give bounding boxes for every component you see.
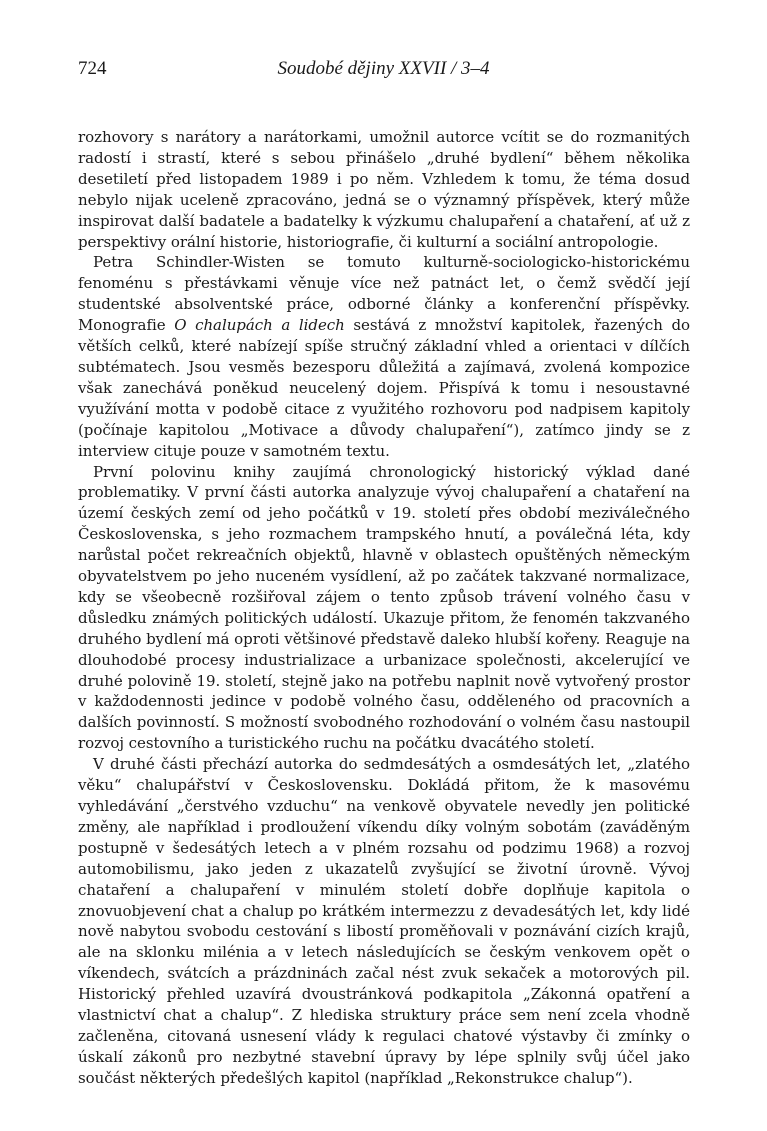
journal-title: Soudobé dějiny XXVII / 3–4 [277, 58, 490, 79]
paragraph-3: První polovinu knihy zaujímá chronologický historický výklad dané problematiky. V první části autorka analyzuje vývoj chalupaření a chataření na území českých zemí od jeho počátků v 19. století přes období meziválečného Československa, s jeho rozmachem trampského hnutí, a poválečná léta, kdy narůstal počet rekreačních objektů, hlavně v oblastech opuštěných německým obyvatelstvem po jeho nuceném vysídlení, až po začátek takzvané normalizace, kdy se všeobecně rozšiřoval zájem o tento způsob trávení volného času v důsledku známých politických událostí. Ukazuje přitom, že fenomén takzvaného druhého bydlení má oproti většinové představě daleko hlubší kořeny. Reaguje na dlouhodobé procesy industrializace a urbanizace společnosti, akcelerující ve druhé polovině 19. století, stejně jako na potřebu naplnit nově vytvořený prostor v každodennosti jedince v podobě volného času, odděleného od pracovních a dalších povinností. S možností svobodného rozhodování o volném času nastoupil rozvoj cestovního a turistického ruchu na počátku dvacátého století. [78, 462, 690, 753]
paragraph-2-text-a: Petra Schindler-Wisten se tomuto kulturně-sociologicko-historickému fenoménu s přestávkami věnuje více než patnáct let, o čemž svědčí její studentské absolventské práce, odborné články a konferenční příspěvky. Monografie [78, 253, 690, 335]
article-body [78, 127, 690, 1089]
paragraph-1: rozhovory s narátory a narátorkami, umožnil autorce vcítit se do rozmanitých radostí i strastí, které s sebou přinášelo „druhé bydlení“ během několika desetiletí před listopadem 1989 i po něm. Vzhledem k tomu, že téma dosud nebylo nijak uceleně zpracováno, jedná se o významný příspěvek, který může inspirovat další badatele a badatelky k výzkumu chalupaření a chataření, ať už z perspektivy orální historie, historiografie, či kulturní a sociální antropologie. [78, 128, 690, 251]
page-number: 724 [78, 58, 107, 79]
paragraph-2-text-b: sestává z množství kapitolek, řazených do větších celků, které nabízejí spíše stručný základní vhled a orientaci v dílčích subtématech. Jsou vesměs bezesporu důležitá a zajímavá, zvolená kompozice však zanechává poněkud neucelený dojem. Přispívá k tomu i nesoustavné využívání motta v podobě citace z využitého rozhovoru pod nadpisem kapitoly (počínaje kapitolou „Motivace a důvody chalupaření“), zatímco jindy se z interview cituje pouze v samotném textu. [78, 316, 690, 460]
book-title: O chalupách a lidech [174, 316, 345, 335]
paragraph-2 [78, 252, 690, 461]
paragraph-4: V druhé části přechází autorka do sedmdesátých a osmdesátých let, „zlatého věku“ chalupářství v Československu. Dokládá přitom, že k masovému vyhledávání „čerstvého vzduchu“ na venkově obyvatele nevedly jen politické změny, ale například i prodloužení víkendu díky volným sobotám (zaváděným postupně v šedesátých letech a v plném rozsahu od podzimu 1968) a rozvoj automobilismu, jako jeden z ukazatelů zvyšující se životní úrovně. Vývoj chataření a chalupaření v minulém století dobře doplňuje kapitola o znovuobjevení chat a chalup po krátkém intermezzu z devadesátých let, kdy lidé nově nabytou svobodu cestování s libostí proměňovali v poznávání cizích krajů, ale na sklonku milénia a v letech následujících se českým venkovem opět o víkendech, svátcích a prázdninách začal nést zvuk sekaček a motorových pil. Historický přehled uzavírá dvoustránková podkapitola „Zákonná opatření a vlastnictví chat a chalup“. Z hlediska struktury práce sem není zcela vhodně začleněna, citovaná usnesení vlády k regulaci chatové výstavby či zmínky o úskalí zákonů pro nezbytné stavební úpravy by lépe splnily svůj účel jako součást některých předešlých kapitol (například „Rekonstrukce chalup“). [78, 755, 690, 1087]
page-header [78, 58, 689, 84]
